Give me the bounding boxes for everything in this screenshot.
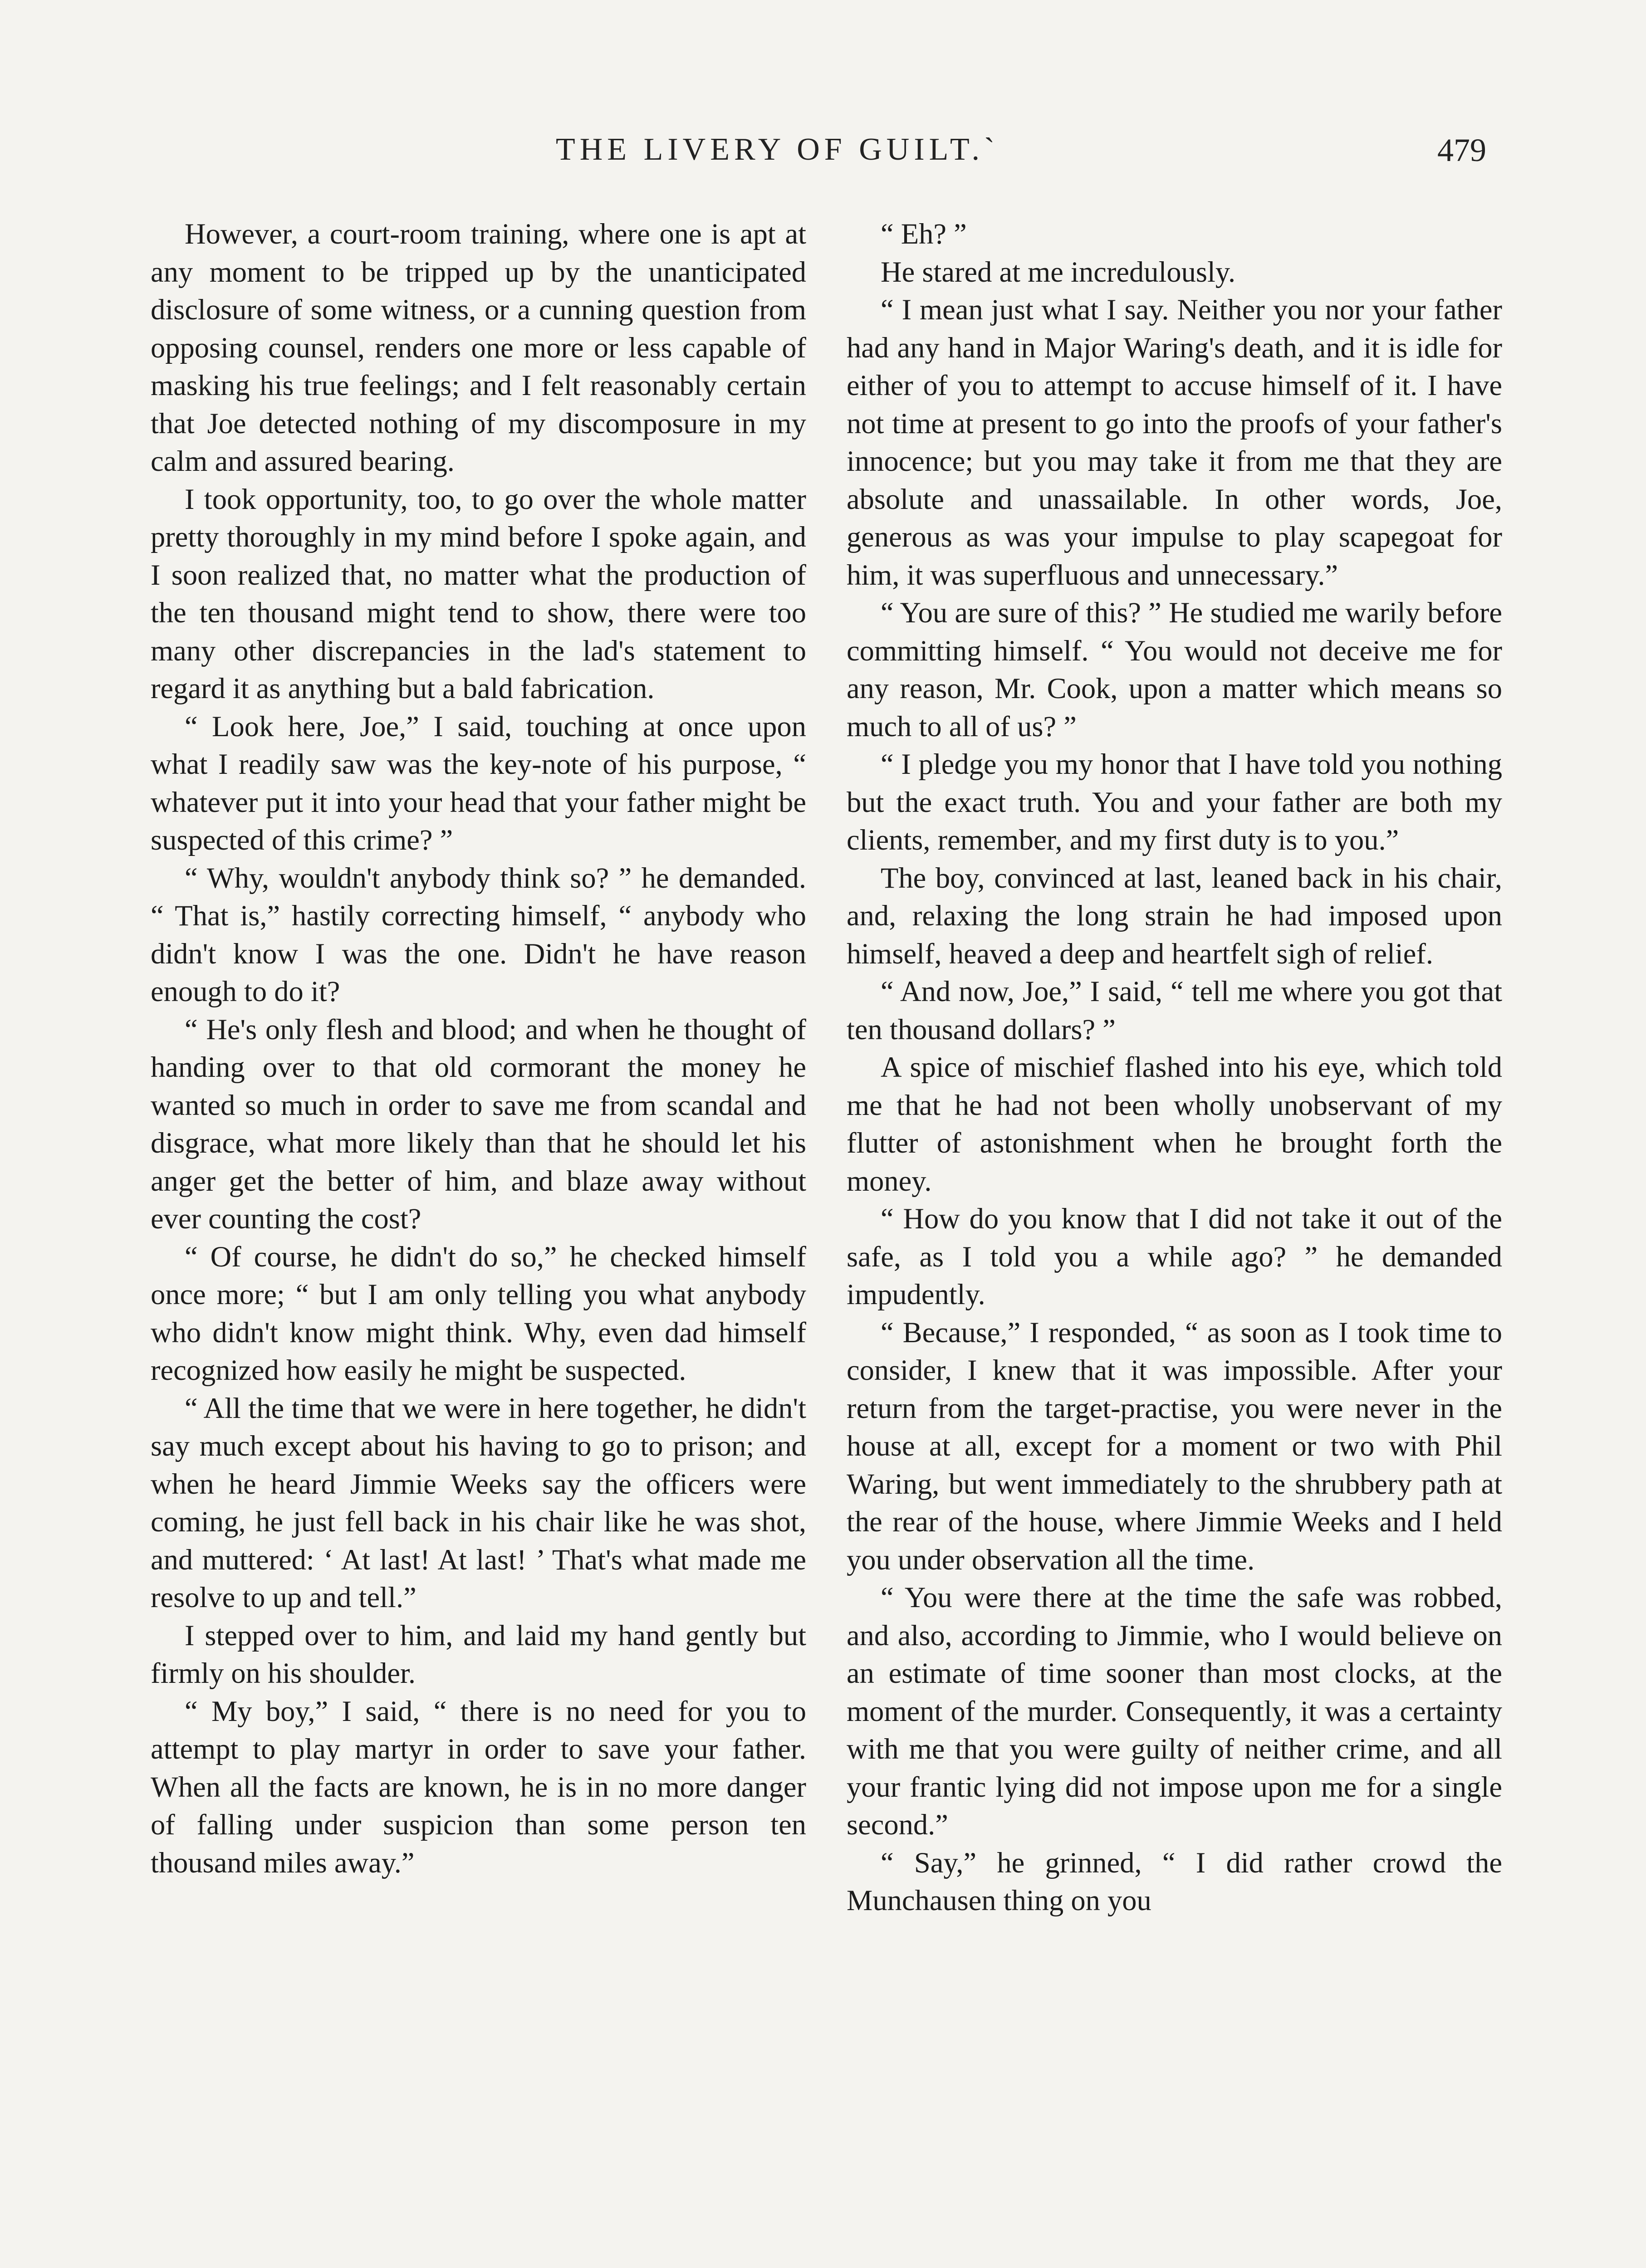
paragraph: “ I pledge you my honor that I have told you nothing but the exact truth. You and your father are both my clients, remember, and my first duty is to you.”	[847, 748, 1502, 856]
paragraph: “ You are sure of this? ” He studied me warily before committing himself. “ You would not deceive me for any reason, Mr. Cook, upon a matter which means so much to all of us? ”	[847, 596, 1502, 743]
paragraph: “ He's only flesh and blood; and when he thought of handing over to that old cormorant the money he wanted so much in order to save me from scandal and disgrace, what more likely than that he should let his anger get the better of him, and blaze away without ever counting the cost?	[151, 1013, 806, 1235]
paragraph: “ You were there at the time the safe was robbed, and also, according to Jimmie, who I would believe on an estimate of time sooner than most clocks, at the moment of the murder. Consequently, it was a certainty with me that you were guilty of neither crime, and all your frantic lying did not impose upon me for a single second.”	[847, 1581, 1502, 1841]
paragraph: I stepped over to him, and laid my hand gently but firmly on his shoulder.	[151, 1619, 806, 1689]
paragraph: “ Of course, he didn't do so,” he checked himself once more; “ but I am only telling you what anybody who didn't know might think. Why, even dad himself recognized how easily he might be suspected.	[151, 1240, 806, 1386]
paragraph: “ Because,” I responded, “ as soon as I took time to consider, I knew that it was impossible. After your return from the target-practise, you were never in the house at all, except for a moment or two with Phil Waring, but went immediately to the shrubbery path at the rear of the house, where Jimmie Weeks and I held you under observation all the time.	[847, 1316, 1502, 1576]
paragraph: I took opportunity, too, to go over the whole matter pretty thoroughly in my mind before I spoke again, and I soon realized that, no matter what the production of the ten thousand might tend to show, there were too many other discrepancies in the lad's statement to regard it as anything but a bald fabrication.	[151, 483, 806, 704]
running-title: THE LIVERY OF GUILT.`	[556, 132, 999, 167]
paragraph: “ And now, Joe,” I said, “ tell me where you got that ten thousand dollars? ”	[847, 975, 1502, 1046]
paragraph: “ Look here, Joe,” I said, touching at once upon what I readily saw was the key-note of his purpose, “ whatever put it into your head that your father might be suspected of this crime? ”	[151, 710, 806, 856]
right-column	[847, 215, 1502, 1920]
paragraph: “ All the time that we were in here together, he didn't say much except about his having to go to prison; and when he heard Jimmie Weeks say the officers were coming, he just fell back in his chair like he was shot, and muttered: ‘ At last! At last! ’ That's what made me resolve to up and tell.”	[151, 1392, 806, 1613]
paragraph: “ I mean just what I say. Neither you nor your father had any hand in Major Waring's death, and it is idle for either of you to attempt to accuse himself of it. I have not time at present to go into the proofs of your father's innocence; but you may take it from me that they are absolute and unassailable. In other words, Joe, generous as was your impulse to play scapegoat for him, it was superfluous and unnecessary.”	[847, 293, 1502, 591]
page-header	[0, 132, 1646, 181]
paragraph: He stared at me incredulously.	[881, 255, 1236, 288]
paragraph: “ Say,” he grinned, “ I did rather crowd the Munchausen thing on you	[847, 1846, 1502, 1916]
paragraph: The boy, convinced at last, leaned back in his chair, and, relaxing the long strain he had imposed upon himself, heaved a deep and heartfelt sigh of relief.	[847, 861, 1502, 970]
paragraph: A spice of mischief flashed into his eye, which told me that he had not been wholly unobservant of my flutter of astonishment when he brought forth the money.	[847, 1051, 1502, 1197]
paragraph: “ My boy,” I said, “ there is no need for you to attempt to play martyr in order to save your father. When all the facts are known, he is in no more danger of falling under suspicion than some person ten thousand miles away.”	[151, 1695, 806, 1879]
page-number: 479	[1437, 132, 1486, 168]
left-column	[151, 215, 806, 1882]
paragraph: “ Eh? ”	[881, 218, 967, 250]
paragraph: “ How do you know that I did not take it out of the safe, as I told you a while ago? ” he demanded impudently.	[847, 1202, 1502, 1310]
paragraph: However, a court-room training, where one is apt at any moment to be tripped up by the unanticipated disclosure of some witness, or a cunning question from opposing counsel, renders one more or less capable of masking his true feelings; and I felt reasonably certain that Joe detected nothing of my discomposure in my calm and assured bearing.	[151, 218, 806, 477]
paragraph: “ Why, wouldn't anybody think so? ” he demanded. “ That is,” hastily correcting himself, “ anybody who didn't know I was the one. Didn't he have reason enough to do it?	[151, 861, 806, 1007]
